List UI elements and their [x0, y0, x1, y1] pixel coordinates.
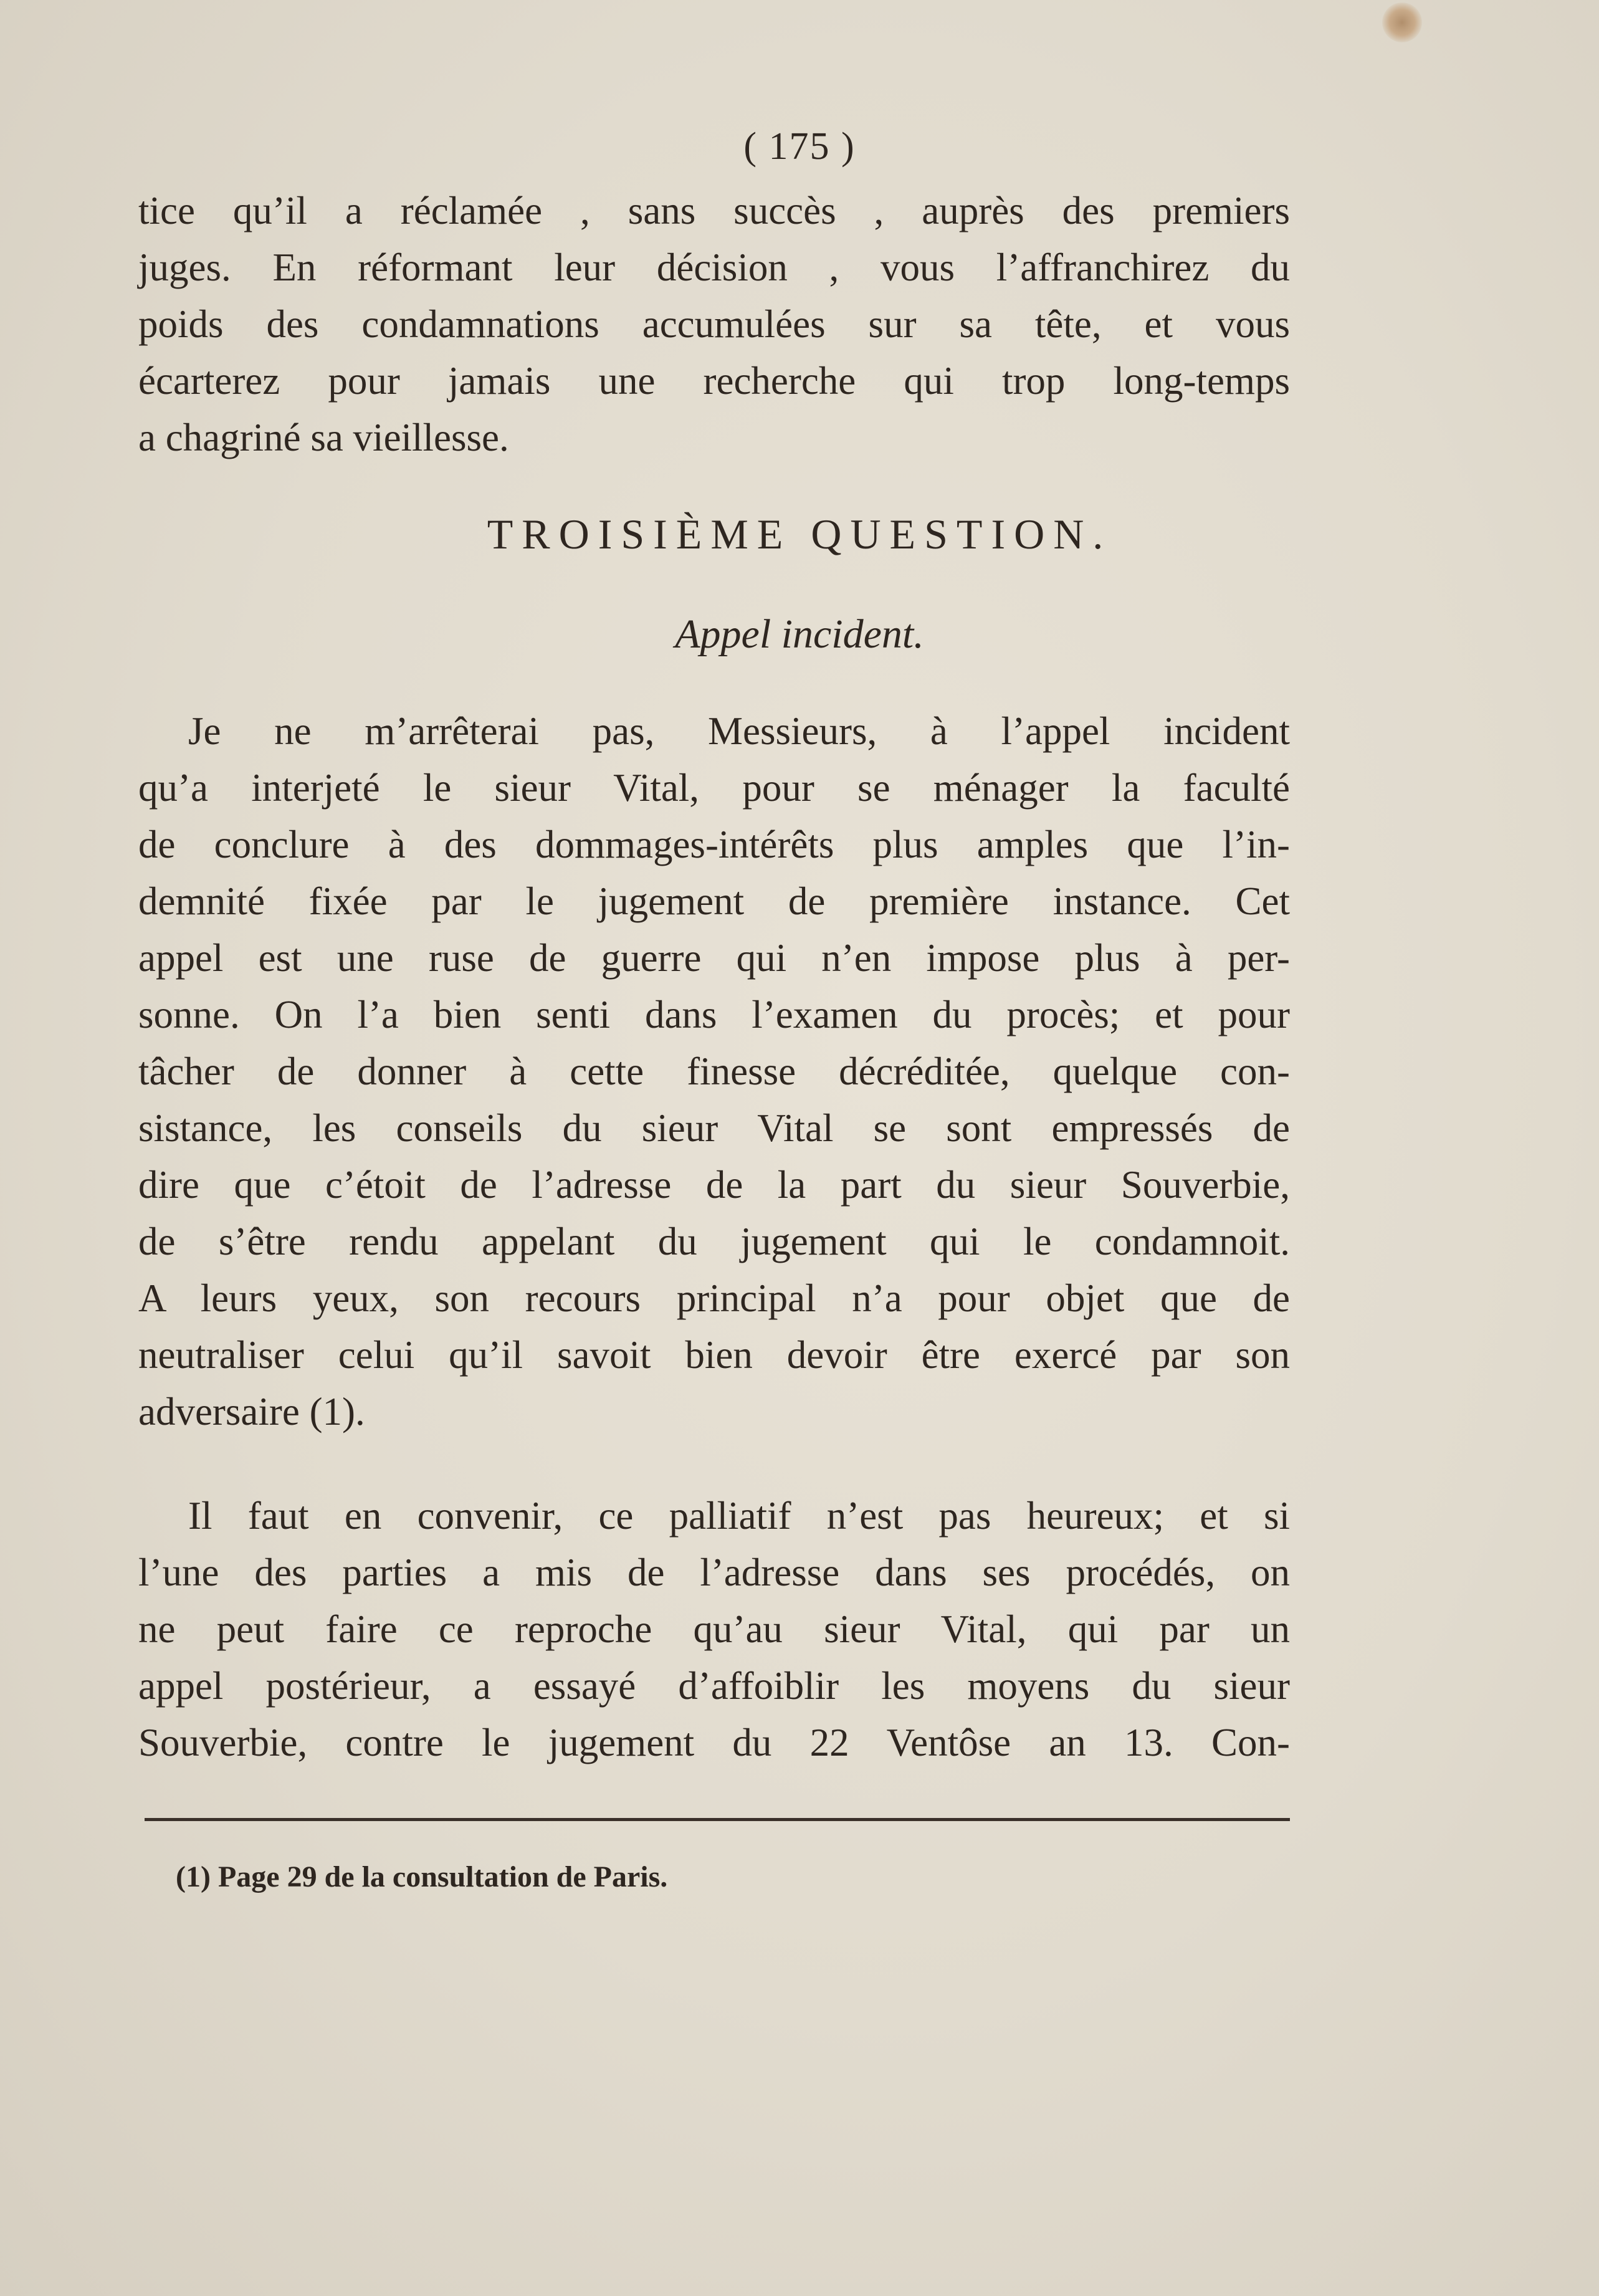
paragraph-1	[138, 183, 1290, 466]
text-line: demnité fixée par le jugement de première instance. Cet	[138, 879, 1290, 923]
text-line: a chagriné sa vieillesse.	[138, 416, 509, 459]
section-heading: TROISIÈME QUESTION.	[487, 510, 1112, 558]
text-line: A leurs yeux, son recours principal n’a pour objet que de	[138, 1276, 1290, 1320]
text-line: l’une des parties a mis de l’adresse dans ses procédés, on	[138, 1551, 1290, 1594]
text-line: dire que c’étoit de l’adresse de la part du sieur Souverbie,	[138, 1163, 1290, 1207]
footnote: (1) Page 29 de la consultation de Paris.	[176, 1860, 668, 1893]
text-line: Il faut en convenir, ce palliatif n’est pas heureux; et si	[188, 1494, 1290, 1538]
text-line: appel est une ruse de guerre qui n’en impose plus à per-	[138, 936, 1290, 980]
text-line: qu’a interjeté le sieur Vital, pour se ménager la faculté	[138, 766, 1290, 810]
text-line: ne peut faire ce reproche qu’au sieur Vital, qui par un	[138, 1607, 1290, 1651]
text-line: sonne. On l’a bien senti dans l’examen du procès; et pour	[138, 993, 1290, 1036]
section-subheading: Appel incident.	[675, 611, 924, 657]
paragraph-3	[138, 1488, 1290, 1771]
text-line: juges. En réformant leur décision , vous l’affranchirez du	[138, 246, 1290, 289]
paragraph-2	[138, 703, 1290, 1440]
text-line: neutraliser celui qu’il savoit bien devoir être exercé par son	[138, 1333, 1290, 1377]
paper-stain	[1382, 2, 1422, 42]
text-line: Je ne m’arrêterai pas, Messieurs, à l’appel incident	[188, 709, 1290, 753]
text-line: tâcher de donner à cette finesse décréditée, quelque con-	[138, 1050, 1290, 1093]
footnote-divider	[145, 1818, 1290, 1821]
text-line: adversaire (1).	[138, 1390, 365, 1433]
text-line: appel postérieur, a essayé d’affoiblir les moyens du sieur	[138, 1664, 1290, 1708]
text-line: de conclure à des dommages-intérêts plus amples que l’in-	[138, 823, 1290, 866]
text-line: Souverbie, contre le jugement du 22 Ventôse an 13. Con-	[138, 1721, 1290, 1764]
page-number: ( 175 )	[743, 125, 856, 168]
text-line: poids des condamnations accumulées sur sa tête, et vous	[138, 302, 1290, 346]
text-line: sistance, les conseils du sieur Vital se sont empressés de	[138, 1106, 1290, 1150]
text-line: tice qu’il a réclamée , sans succès , auprès des premiers	[138, 189, 1290, 232]
text-line: écarterez pour jamais une recherche qui trop long-temps	[138, 359, 1290, 403]
text-line: de s’être rendu appelant du jugement qui le condamnoit.	[138, 1220, 1290, 1263]
